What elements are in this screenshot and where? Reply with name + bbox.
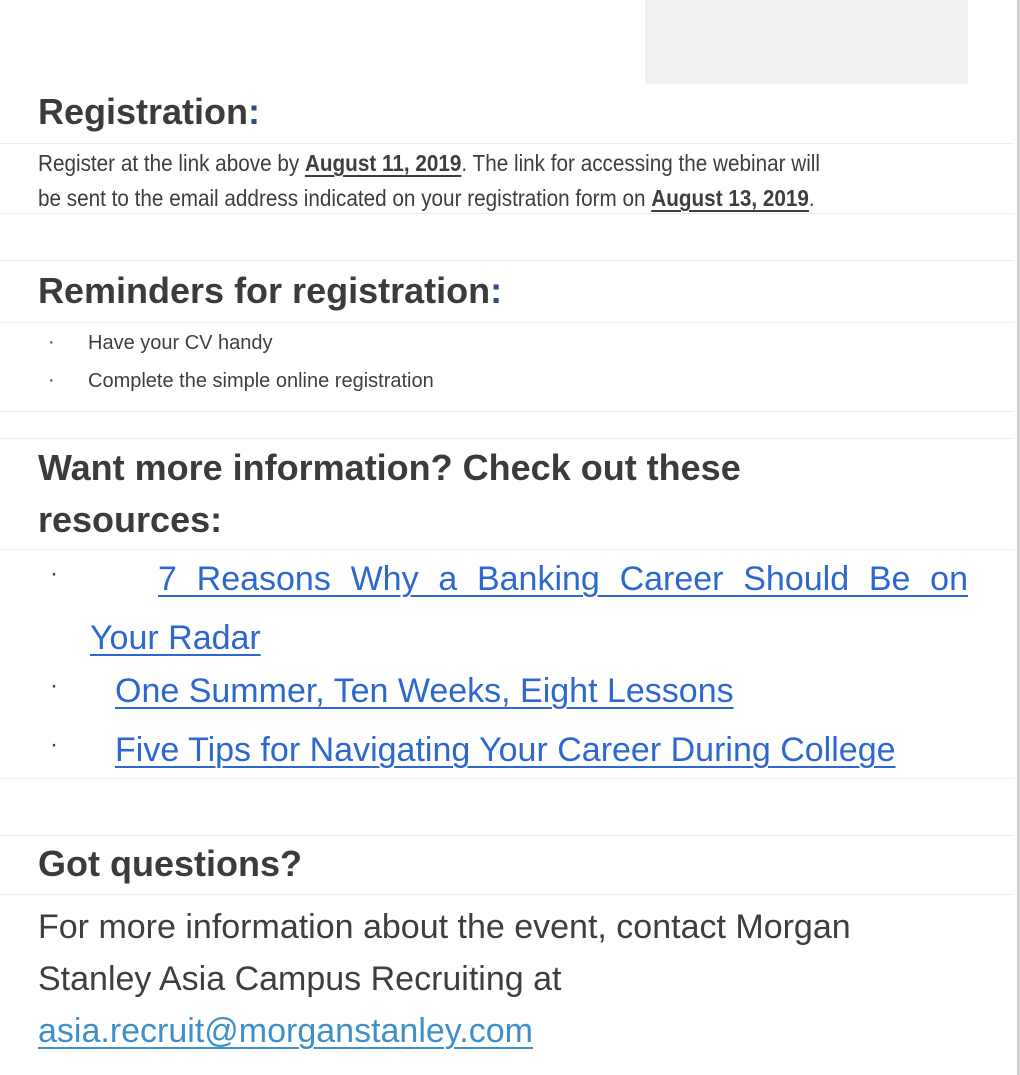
bullet-icon: · xyxy=(50,672,58,699)
divider xyxy=(0,411,1014,412)
registration-text-2: . The link for accessing the webinar will xyxy=(461,150,821,176)
resource-link-7-reasons-line1[interactable]: 7 Reasons Why a Banking Career Should Be on xyxy=(158,560,968,598)
registration-text-1: Register at the link above by xyxy=(38,150,305,176)
resource-link-7-reasons[interactable] xyxy=(158,558,968,600)
questions-heading xyxy=(38,838,302,890)
contact-text-line2: Stanley Asia Campus Recruiting at xyxy=(38,960,562,998)
registration-paragraph xyxy=(38,146,970,216)
resources-heading xyxy=(38,442,741,546)
top-right-gray-box xyxy=(645,0,968,84)
registration-deadline-date: August 11, 2019 xyxy=(304,150,462,176)
questions-heading-text: Got questions? xyxy=(38,843,302,884)
resources-heading-line1: Want more information? Check out these xyxy=(38,447,741,488)
divider xyxy=(0,322,1014,323)
bullet-icon: · xyxy=(48,369,55,391)
bullet-icon: · xyxy=(50,731,58,758)
resource-link-five-tips[interactable] xyxy=(115,729,896,771)
contact-text-line1: For more information about the event, contact Morgan xyxy=(38,908,851,946)
divider xyxy=(0,778,1014,779)
list-item: Have your CV handy xyxy=(88,332,273,354)
registration-send-date: August 13, 2019 xyxy=(651,185,809,211)
divider xyxy=(0,260,1014,261)
resource-link-7-reasons[interactable] xyxy=(90,617,261,659)
resource-link-7-reasons-line2[interactable]: Your Radar xyxy=(90,619,261,657)
divider xyxy=(0,894,1014,895)
registration-heading xyxy=(38,86,260,138)
reminders-heading xyxy=(38,265,502,317)
divider xyxy=(0,143,1014,144)
divider xyxy=(0,549,1014,550)
divider xyxy=(0,835,1014,836)
registration-heading-colon: : xyxy=(248,91,261,132)
resource-link-five-tips-text[interactable]: Five Tips for Navigating Your Career During College xyxy=(115,731,896,769)
bullet-icon: · xyxy=(50,560,58,587)
contact-paragraph xyxy=(38,901,968,1057)
divider xyxy=(0,438,1014,439)
registration-heading-text: Registration xyxy=(38,91,249,132)
bullet-icon: · xyxy=(48,331,55,353)
reminders-heading-text: Reminders for registration xyxy=(38,270,491,311)
resources-heading-line2: resources: xyxy=(38,499,223,540)
registration-text-4: . xyxy=(808,185,815,211)
registration-text-3: be sent to the email address indicated on your registration form on xyxy=(38,185,652,211)
list-item: Complete the simple online registration xyxy=(88,370,434,392)
reminders-heading-colon: : xyxy=(490,270,503,311)
contact-email-link[interactable]: asia.recruit@morganstanley.com xyxy=(38,1012,533,1050)
resource-link-one-summer[interactable] xyxy=(115,670,734,712)
resource-link-one-summer-text[interactable]: One Summer, Ten Weeks, Eight Lessons xyxy=(115,672,734,710)
